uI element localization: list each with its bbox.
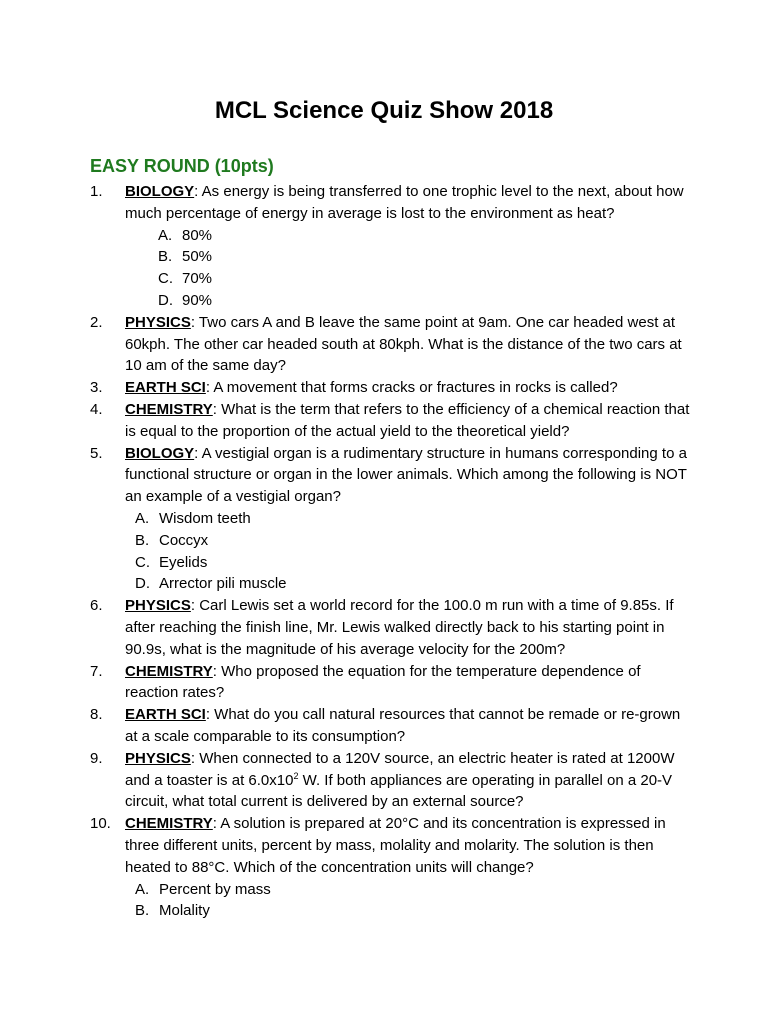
option-item [135, 508, 690, 530]
question-number: 4. [90, 400, 103, 418]
option-list [135, 879, 690, 923]
subject-label: BIOLOGY [125, 183, 195, 200]
option-letter: B. [135, 902, 150, 920]
subject-label: PHYSICS [125, 597, 191, 615]
option-list [135, 508, 690, 595]
question-item [90, 813, 690, 922]
option-letter: B. [158, 248, 173, 266]
subject-label: PHYSICS [125, 749, 191, 767]
subject-label: CHEMISTRY [125, 662, 213, 680]
question-item [90, 748, 690, 813]
option-letter: B. [135, 531, 150, 549]
question-body: : A movement that forms cracks or fractures in rocks is called? [205, 379, 618, 397]
option-letter: A. [135, 880, 150, 898]
subject-label: CHEMISTRY [125, 400, 213, 418]
question-number: 5. [90, 444, 103, 462]
question-body: : As energy is being transferred to one trophic level to the next, about how much percentage of energy in average is lost to the environment as heat? [125, 183, 684, 222]
subject-label: BIOLOGY [125, 444, 195, 462]
superscript-exponent: 2 [293, 770, 299, 781]
question-item [90, 661, 690, 705]
option-text: Eyelids [159, 553, 208, 571]
option-item [135, 530, 690, 552]
question-number: 9. [90, 749, 103, 767]
question-body: : Two cars A and B leave the same point at 9am. One car headed west at 60kph. The other car headed south at 80kph. What is the distance of the two cars at 10 am of the same day? [125, 313, 682, 375]
option-text: Percent by mass [159, 880, 271, 898]
question-item [90, 704, 690, 748]
option-list [158, 225, 690, 312]
option-item [135, 552, 690, 574]
question-item [90, 399, 690, 443]
option-text: Coccyx [159, 531, 209, 549]
question-text [125, 661, 690, 705]
option-text: Arrector pili muscle [159, 575, 287, 593]
option-text: Wisdom teeth [159, 509, 251, 527]
subject-label: PHYSICS [125, 313, 191, 331]
option-text: 90% [182, 291, 213, 309]
question-body-after-superscript: W. If both appliances are operating in parallel on a 20-V circuit, what total current is delivered by an external source? [125, 771, 673, 811]
question-number: 10. [90, 815, 111, 833]
question-text [125, 181, 690, 225]
option-text: Molality [159, 902, 210, 920]
question-text [125, 813, 690, 878]
option-letter: C. [158, 270, 173, 288]
round-heading: EASY ROUND (10pts) [90, 156, 274, 176]
question-text [125, 377, 690, 399]
question-number: 7. [90, 662, 103, 680]
option-letter: D. [135, 575, 150, 593]
option-item [158, 246, 690, 268]
question-text [125, 748, 690, 813]
question-item [90, 595, 690, 660]
question-text [125, 443, 690, 508]
question-body: : A solution is prepared at 20°C and its concentration is expressed in three different units, percent by mass, molality and molarity. The solution is then heated to 88°C. Which of the concentration units will change? [125, 815, 666, 876]
option-item [158, 268, 690, 290]
option-text: 70% [182, 270, 213, 288]
question-number: 1. [90, 183, 103, 200]
question-number: 3. [90, 379, 103, 397]
question-list [90, 181, 690, 922]
question-number: 2. [90, 313, 103, 331]
question-text [125, 399, 690, 443]
option-letter: A. [135, 509, 150, 527]
subject-label: EARTH SCI [125, 706, 206, 724]
question-item [90, 443, 690, 596]
option-text: 80% [182, 226, 213, 244]
option-item [135, 879, 690, 901]
question-number: 8. [90, 706, 103, 724]
option-item [158, 225, 690, 247]
question-text [125, 704, 690, 748]
question-body: : What is the term that refers to the efficiency of a chemical reaction that is equal to the proportion of the actual yield to the theoretical yield? [125, 400, 690, 440]
question-body: : A vestigial organ is a rudimentary structure in humans corresponding to a functional structure or organ in the lower animals. Which among the following is NOT an example of a vestigial organ? [125, 444, 687, 506]
question-body-before-superscript: : When connected to a 120V source, an electric heater is rated at 1200W and a toaster is at 6.0x10 [125, 749, 675, 789]
option-text: 50% [182, 248, 213, 266]
option-letter: D. [158, 291, 173, 309]
option-item [158, 290, 690, 312]
option-letter: A. [158, 226, 173, 244]
subject-label: CHEMISTRY [125, 815, 213, 833]
question-body: : Carl Lewis set a world record for the 100.0 m run with a time of 9.85s. If after reaching the finish line, Mr. Lewis walked directly back to his starting point in 90.9s, what is the magnitude of his average velocity for the 200m? [125, 597, 674, 658]
question-text [125, 312, 690, 377]
question-item [90, 377, 690, 399]
subject-label: EARTH SCI [125, 379, 206, 397]
question-item [90, 181, 690, 312]
question-text [125, 595, 690, 660]
option-item [135, 573, 690, 595]
option-item [135, 900, 690, 922]
option-letter: C. [135, 553, 150, 571]
question-body: : What do you call natural resources that cannot be remade or re-grown at a scale comparable to its consumption? [125, 706, 681, 745]
page-title: MCL Science Quiz Show 2018 [214, 97, 554, 124]
question-body: : Who proposed the equation for the temperature dependence of reaction rates? [125, 662, 641, 702]
question-number: 6. [90, 597, 103, 615]
question-item [90, 312, 690, 377]
